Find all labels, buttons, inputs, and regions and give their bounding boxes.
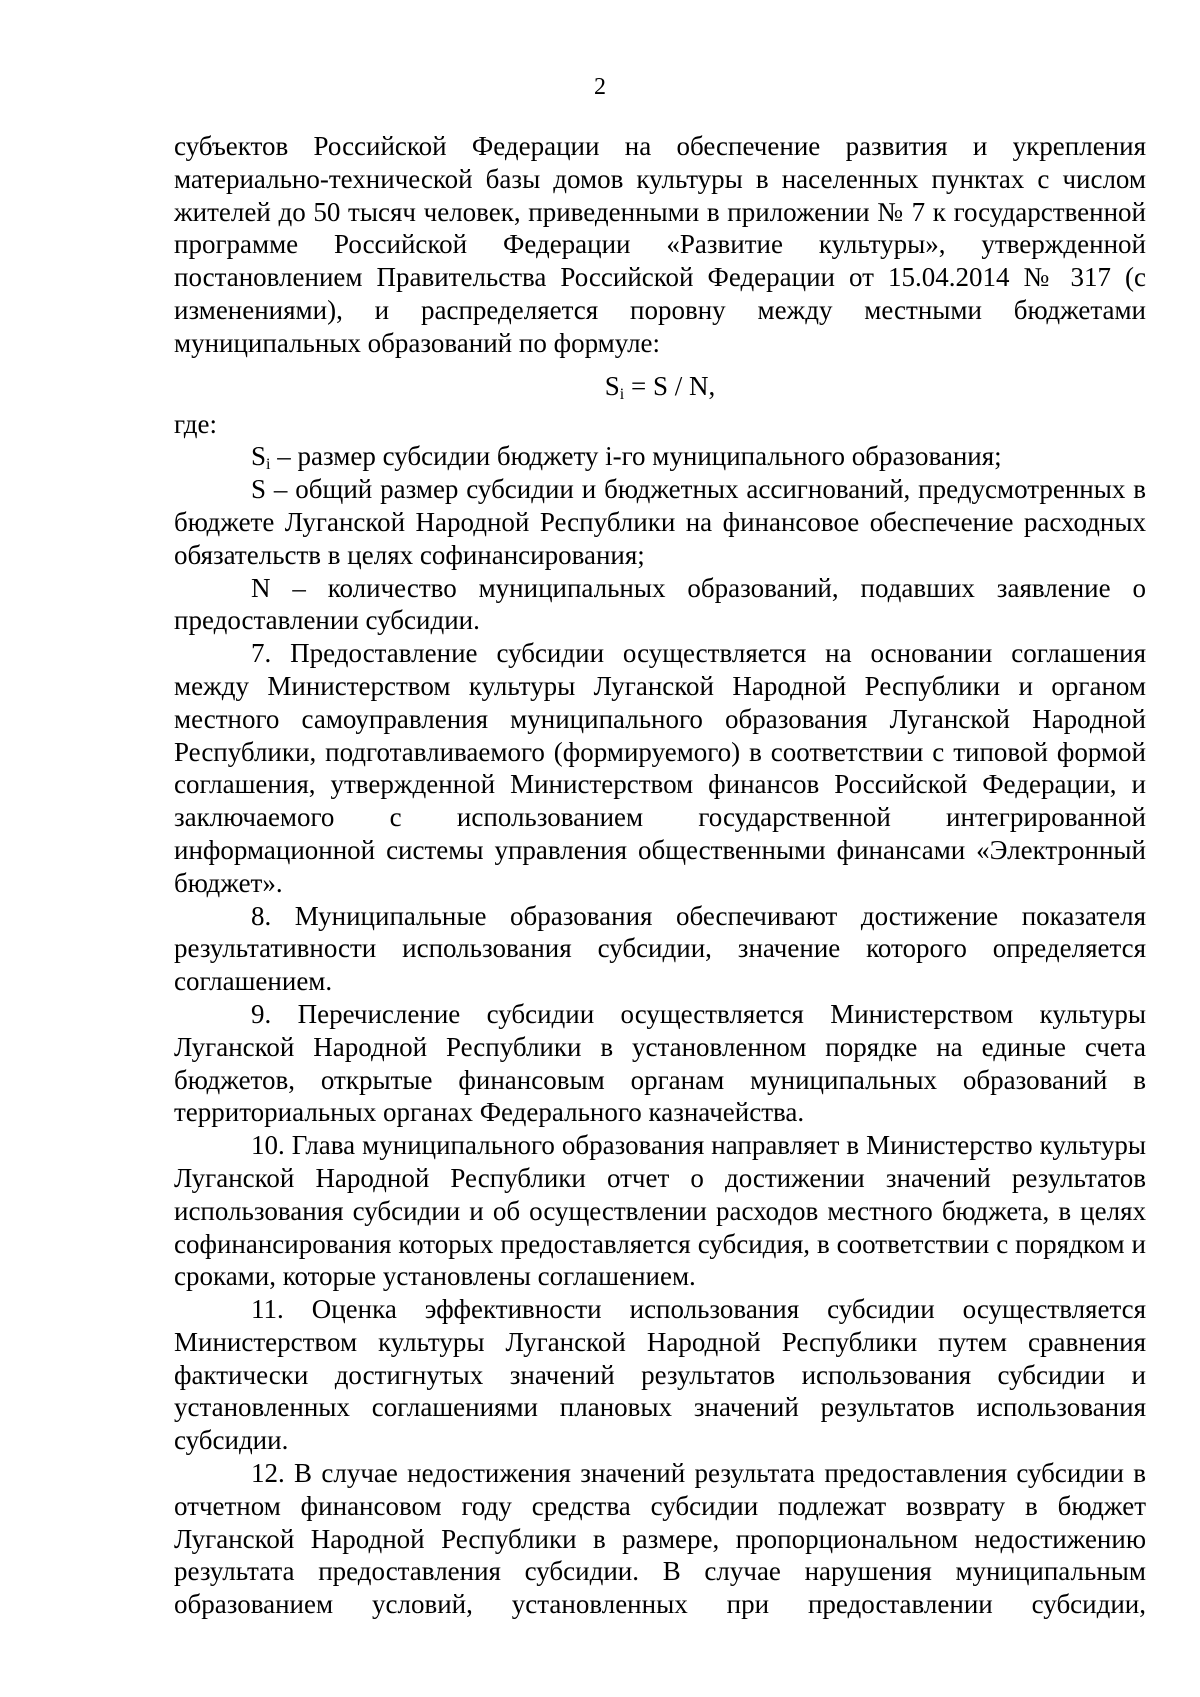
paragraph-11: 11. Оценка эффективности использования субсидии осуществляется Министерством культуры Луганской Народной Республики путем сравнения фактически достигнутых значений результатов использования субсидии и установленных соглашениями плановых значений результатов использования субсидии. xyxy=(174,1294,1146,1456)
formula-lhs: S xyxy=(604,370,620,401)
document-body xyxy=(174,130,1146,1621)
formula-rhs: = S / N, xyxy=(624,370,716,401)
definition-text: – количество муниципальных образований, подавших заявление о предоставлении субсидии. xyxy=(174,572,1146,636)
definition-n xyxy=(174,572,1146,638)
paragraph-10: 10. Глава муниципального образования направляет в Министерство культуры Луганской Народной Республики отчет о достижении значений результатов использования субсидии и об осуществлении расходов местного бюджета, в целях софинансирования которых предоставляется субсидия, в соответствии с порядком и сроками, которые установлены соглашением. xyxy=(174,1130,1146,1292)
formula-lhs-subscript: i xyxy=(619,385,625,403)
where-label: где: xyxy=(174,408,217,439)
paragraph-12: 12. В случае недостижения значений результата предоставления субсидии в отчетном финансовом году средства субсидии подлежат возврату в бюджет Луганской Народной Республики в размере, пропорциональном недостижению результата предоставления субсидии. В случае нарушения муниципальным образованием условий, установленных при предоставлении субсидии, xyxy=(174,1458,1146,1620)
definition-si xyxy=(174,440,1146,473)
intro-paragraph: субъектов Российской Федерации на обеспечение развития и укрепления материально-технической базы домов культуры в населенных пунктах с числом жителей до 50 тысяч человек, приведенными в приложении № 7 к государственной программе Российской Федерации «Развитие культуры», утвержденной постановлением Правительства Российской Федерации от 15.04.2014 № 317 (с изменениями), и распределяется поровну между местными бюджетами муниципальных образований по формуле: xyxy=(174,131,1146,358)
definition-s xyxy=(174,473,1146,571)
paragraph-9: 9. Перечисление субсидии осуществляется Министерством культуры Луганской Народной Республики в установленном порядке на единые счета бюджетов, открытые финансовым органам муниципальных образований в территориальных органах Федерального казначейства. xyxy=(174,998,1146,1128)
paragraph-8: 8. Муниципальные образования обеспечивают достижение показателя результативности использования субсидии, значение которого определяется соглашением. xyxy=(174,900,1146,997)
definition-symbol: N xyxy=(251,572,271,603)
formula xyxy=(174,368,1146,404)
definition-symbol: S xyxy=(251,474,267,505)
page-number: 2 xyxy=(594,74,606,100)
definition-symbol: S xyxy=(251,441,267,472)
definition-text: – общий размер субсидии и бюджетных ассигнований, предусмотренных в бюджете Луганской Народной Республики на финансовое обеспечение расходных обязательств в целях софинансирования; xyxy=(174,474,1146,570)
definition-subscript: i xyxy=(266,456,271,474)
definition-text: – размер субсидии бюджету i-го муниципального образования; xyxy=(270,441,1002,472)
paragraph-7: 7. Предоставление субсидии осуществляется на основании соглашения между Министерством культуры Луганской Народной Республики и органом местного самоуправления муниципального образования Луганской Народной Республики, подготавливаемого (формируемого) в соответствии с типовой формой соглашения, утвержденной Министерством финансов Российской Федерации, и заключаемого с использованием государственной интегрированной информационной системы управления общественными финансами «Электронный бюджет». xyxy=(174,638,1146,898)
